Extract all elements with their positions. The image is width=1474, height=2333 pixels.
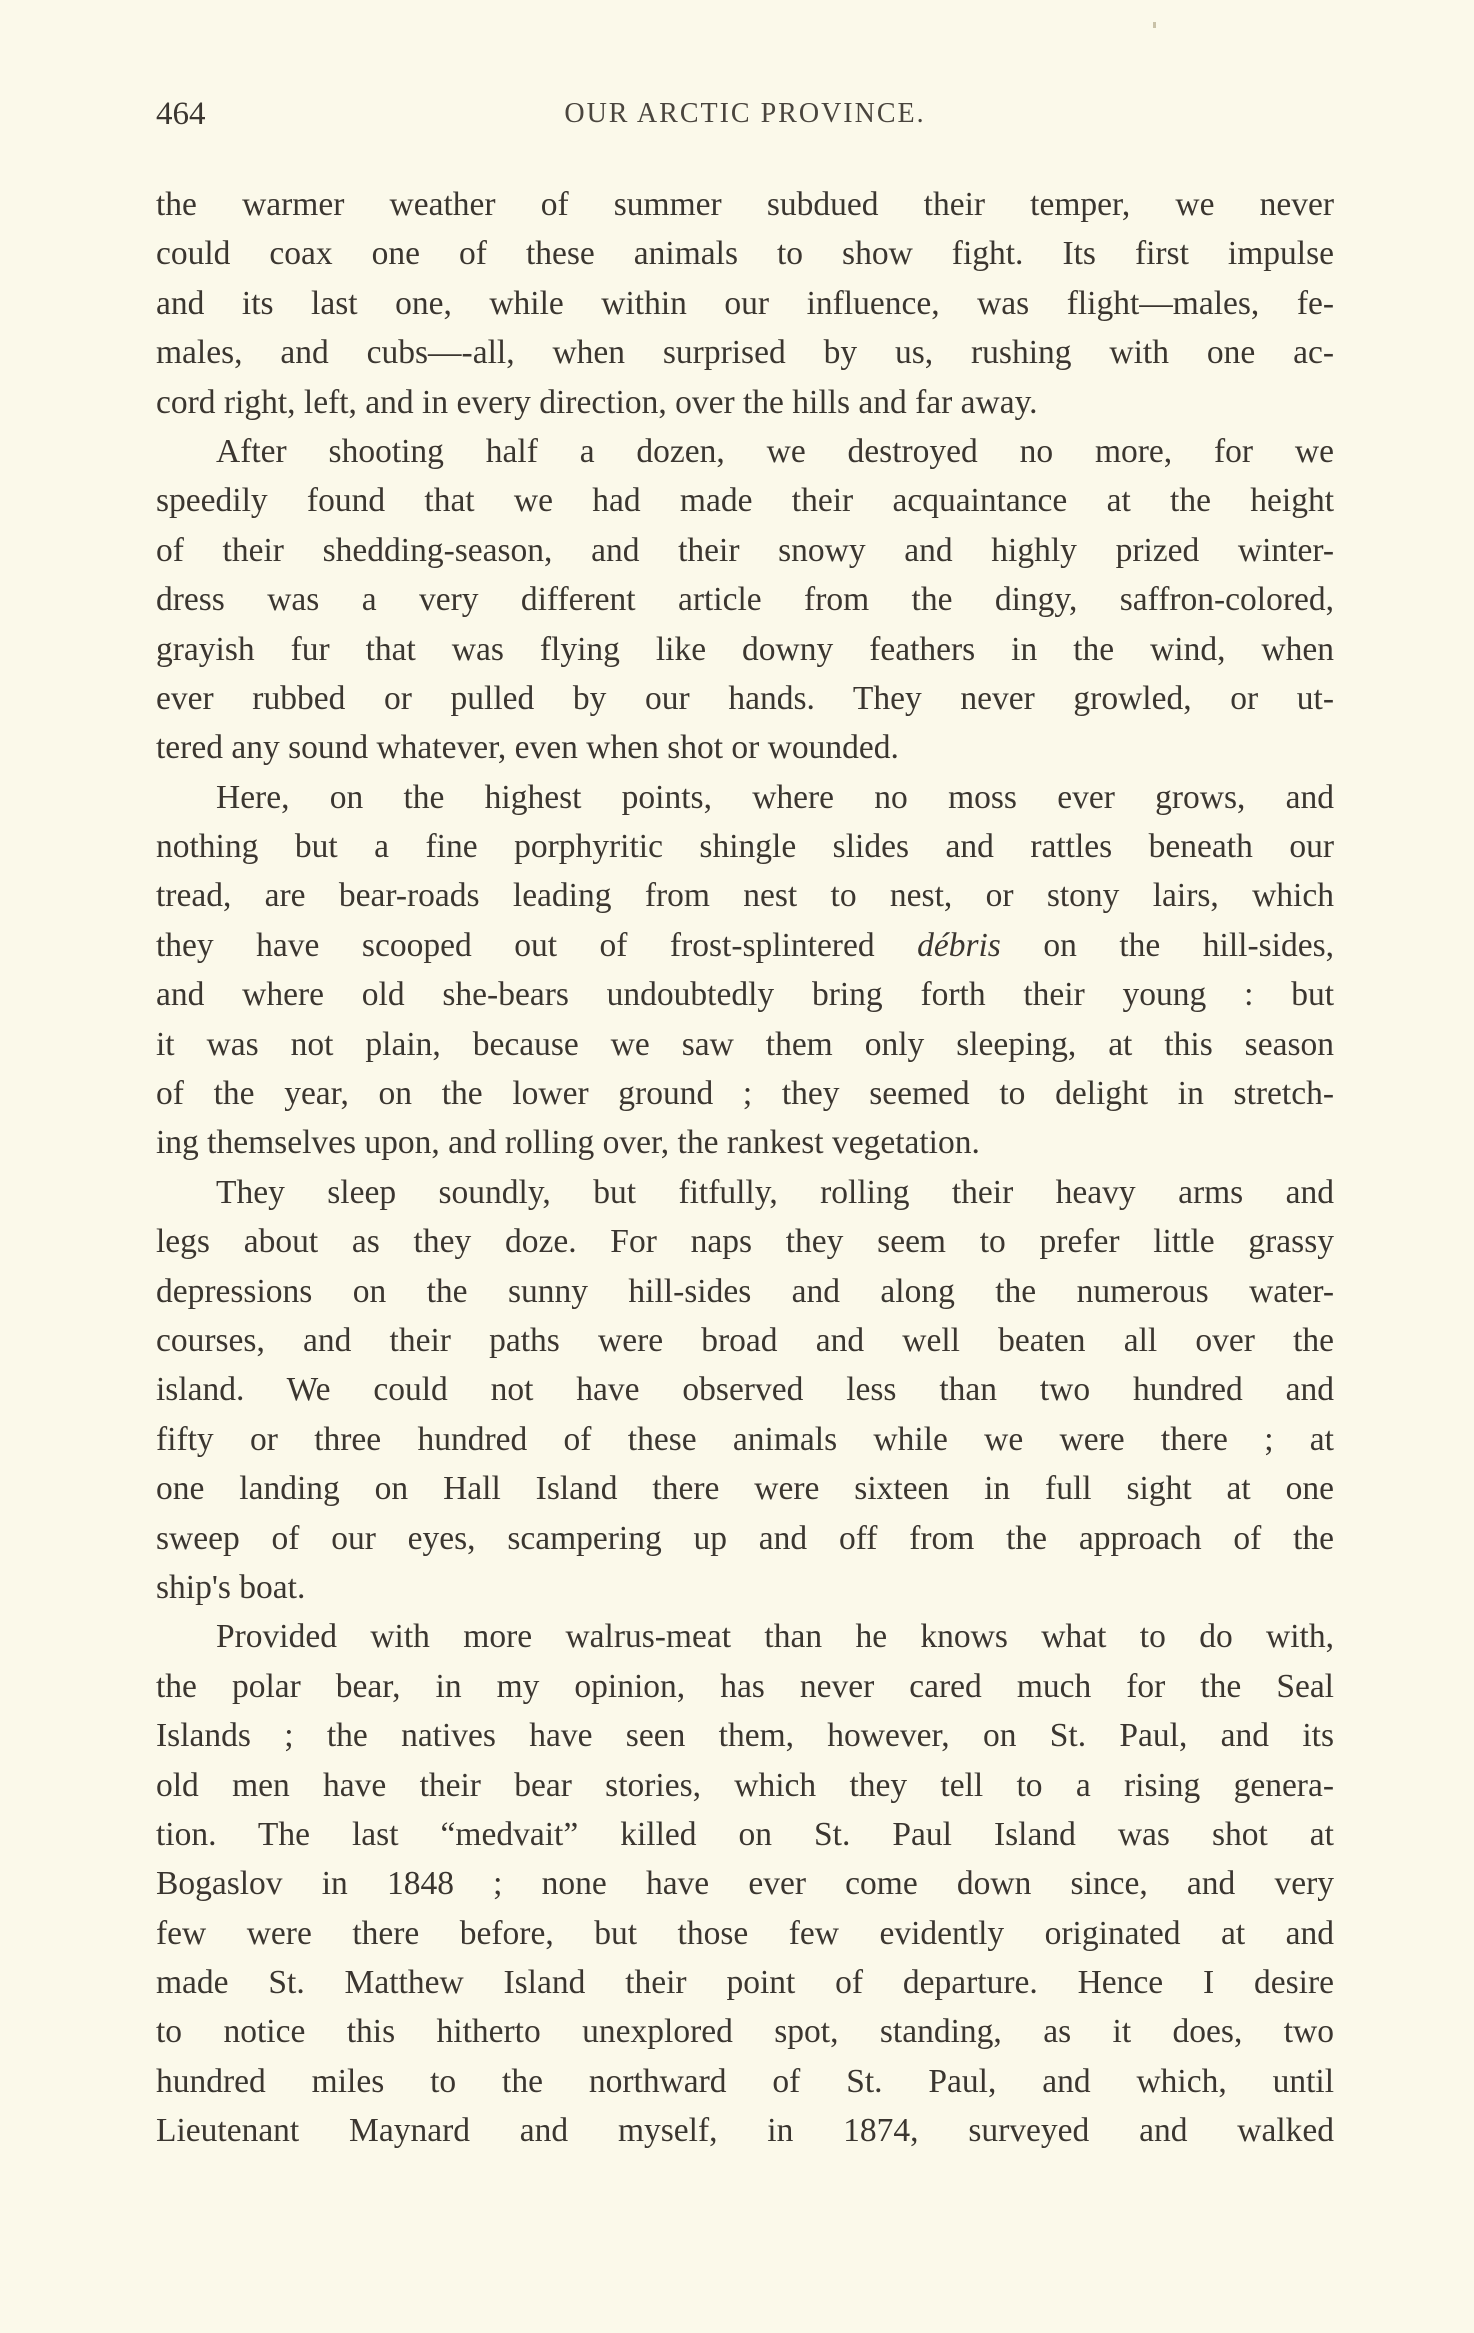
text-line: After shooting half a dozen, we destroyed no more, for we (216, 432, 1334, 470)
text-line: hundred miles to the northward of St. Paul, and which, until (156, 2062, 1334, 2100)
text-line: they have scooped out of frost-splintered débris on the hill-sides, (156, 926, 1334, 964)
text-line: Islands ; the natives have seen them, however, on St. Paul, and its (156, 1717, 1334, 1755)
text-line: island. We could not have observed less than two hundred and (156, 1371, 1334, 1409)
text-line: one landing on Hall Island there were sixteen in full sight at one (156, 1470, 1334, 1508)
text-line: could coax one of these animals to show fight. Its first impulse (156, 235, 1334, 273)
text-line: and its last one, while within our influence, was flight—males, fe- (156, 284, 1334, 322)
text-line: the polar bear, in my opinion, has never cared much for the Seal (156, 1667, 1334, 1705)
text-line: ship's boat. (156, 1568, 306, 1606)
text-line: speedily found that we had made their acquaintance at the height (156, 482, 1334, 520)
paper-speck (1153, 22, 1156, 28)
paragraph (156, 773, 1334, 1168)
italic-term: débris (917, 926, 1001, 964)
text-line: Lieutenant Maynard and myself, in 1874, surveyed and walked (156, 2112, 1334, 2150)
paragraph (156, 180, 1334, 427)
running-header (156, 96, 1334, 146)
text-line: depressions on the sunny hill-sides and along the numerous water- (156, 1272, 1334, 1310)
text-line: Here, on the highest points, where no moss ever grows, and (216, 778, 1334, 816)
text-line: tered any sound whatever, even when shot or wounded. (156, 729, 899, 767)
text-line: few were there before, but those few evidently originated at and (156, 1914, 1334, 1952)
text-line: of their shedding-season, and their snowy and highly prized winter- (156, 531, 1334, 569)
text-line: legs about as they doze. For naps they seem to prefer little grassy (156, 1223, 1334, 1261)
text-line: to notice this hitherto unexplored spot, standing, as it does, two (156, 2013, 1334, 2051)
text-line: They sleep soundly, but fitfully, rolling their heavy arms and (216, 1173, 1334, 1211)
text-line: the warmer weather of summer subdued their temper, we never (156, 186, 1334, 223)
running-title: OUR ARCTIC PROVINCE. (564, 98, 926, 129)
text-line: and where old she-bears undoubtedly bring forth their young : but (156, 976, 1334, 1014)
text-line: Provided with more walrus-meat than he knows what to do with, (216, 1618, 1334, 1656)
text-line: tread, are bear-roads leading from nest to nest, or stony lairs, which (156, 877, 1334, 915)
text-line: sweep of our eyes, scampering up and off from the approach of the (156, 1519, 1334, 1557)
text-line: old men have their bear stories, which they tell to a rising genera- (156, 1766, 1334, 1804)
text-line: fifty or three hundred of these animals while we were there ; at (156, 1420, 1334, 1458)
text-line: ing themselves upon, and rolling over, the rankest vegetation. (156, 1124, 980, 1162)
text-line: grayish fur that was flying like downy feathers in the wind, when (156, 630, 1334, 668)
text-line: cord right, left, and in every direction, over the hills and far away. (156, 383, 1038, 421)
text-line: Bogaslov in 1848 ; none have ever come down since, and very (156, 1865, 1334, 1903)
text-line: of the year, on the lower ground ; they seemed to delight in stretch- (156, 1075, 1334, 1113)
paragraph (156, 1168, 1334, 1613)
page-number: 464 (156, 96, 206, 132)
text-line: dress was a very different article from the dingy, saffron-colored, (156, 581, 1334, 619)
text-line: tion. The last “medvait” killed on St. Paul Island was shot at (156, 1815, 1334, 1853)
text-line: it was not plain, because we saw them only sleeping, at this season (156, 1025, 1334, 1063)
text-line: made St. Matthew Island their point of departure. Hence I desire (156, 1964, 1334, 2002)
paragraph (156, 427, 1334, 773)
text-line: courses, and their paths were broad and well beaten all over the (156, 1321, 1334, 1359)
text-line: ever rubbed or pulled by our hands. They never growled, or ut- (156, 679, 1334, 717)
page-body (156, 180, 1334, 2156)
paragraph (156, 1612, 1334, 2155)
text-line: males, and cubs—-all, when surprised by us, rushing with one ac- (156, 334, 1334, 372)
text-line: nothing but a fine porphyritic shingle slides and rattles beneath our (156, 828, 1334, 866)
